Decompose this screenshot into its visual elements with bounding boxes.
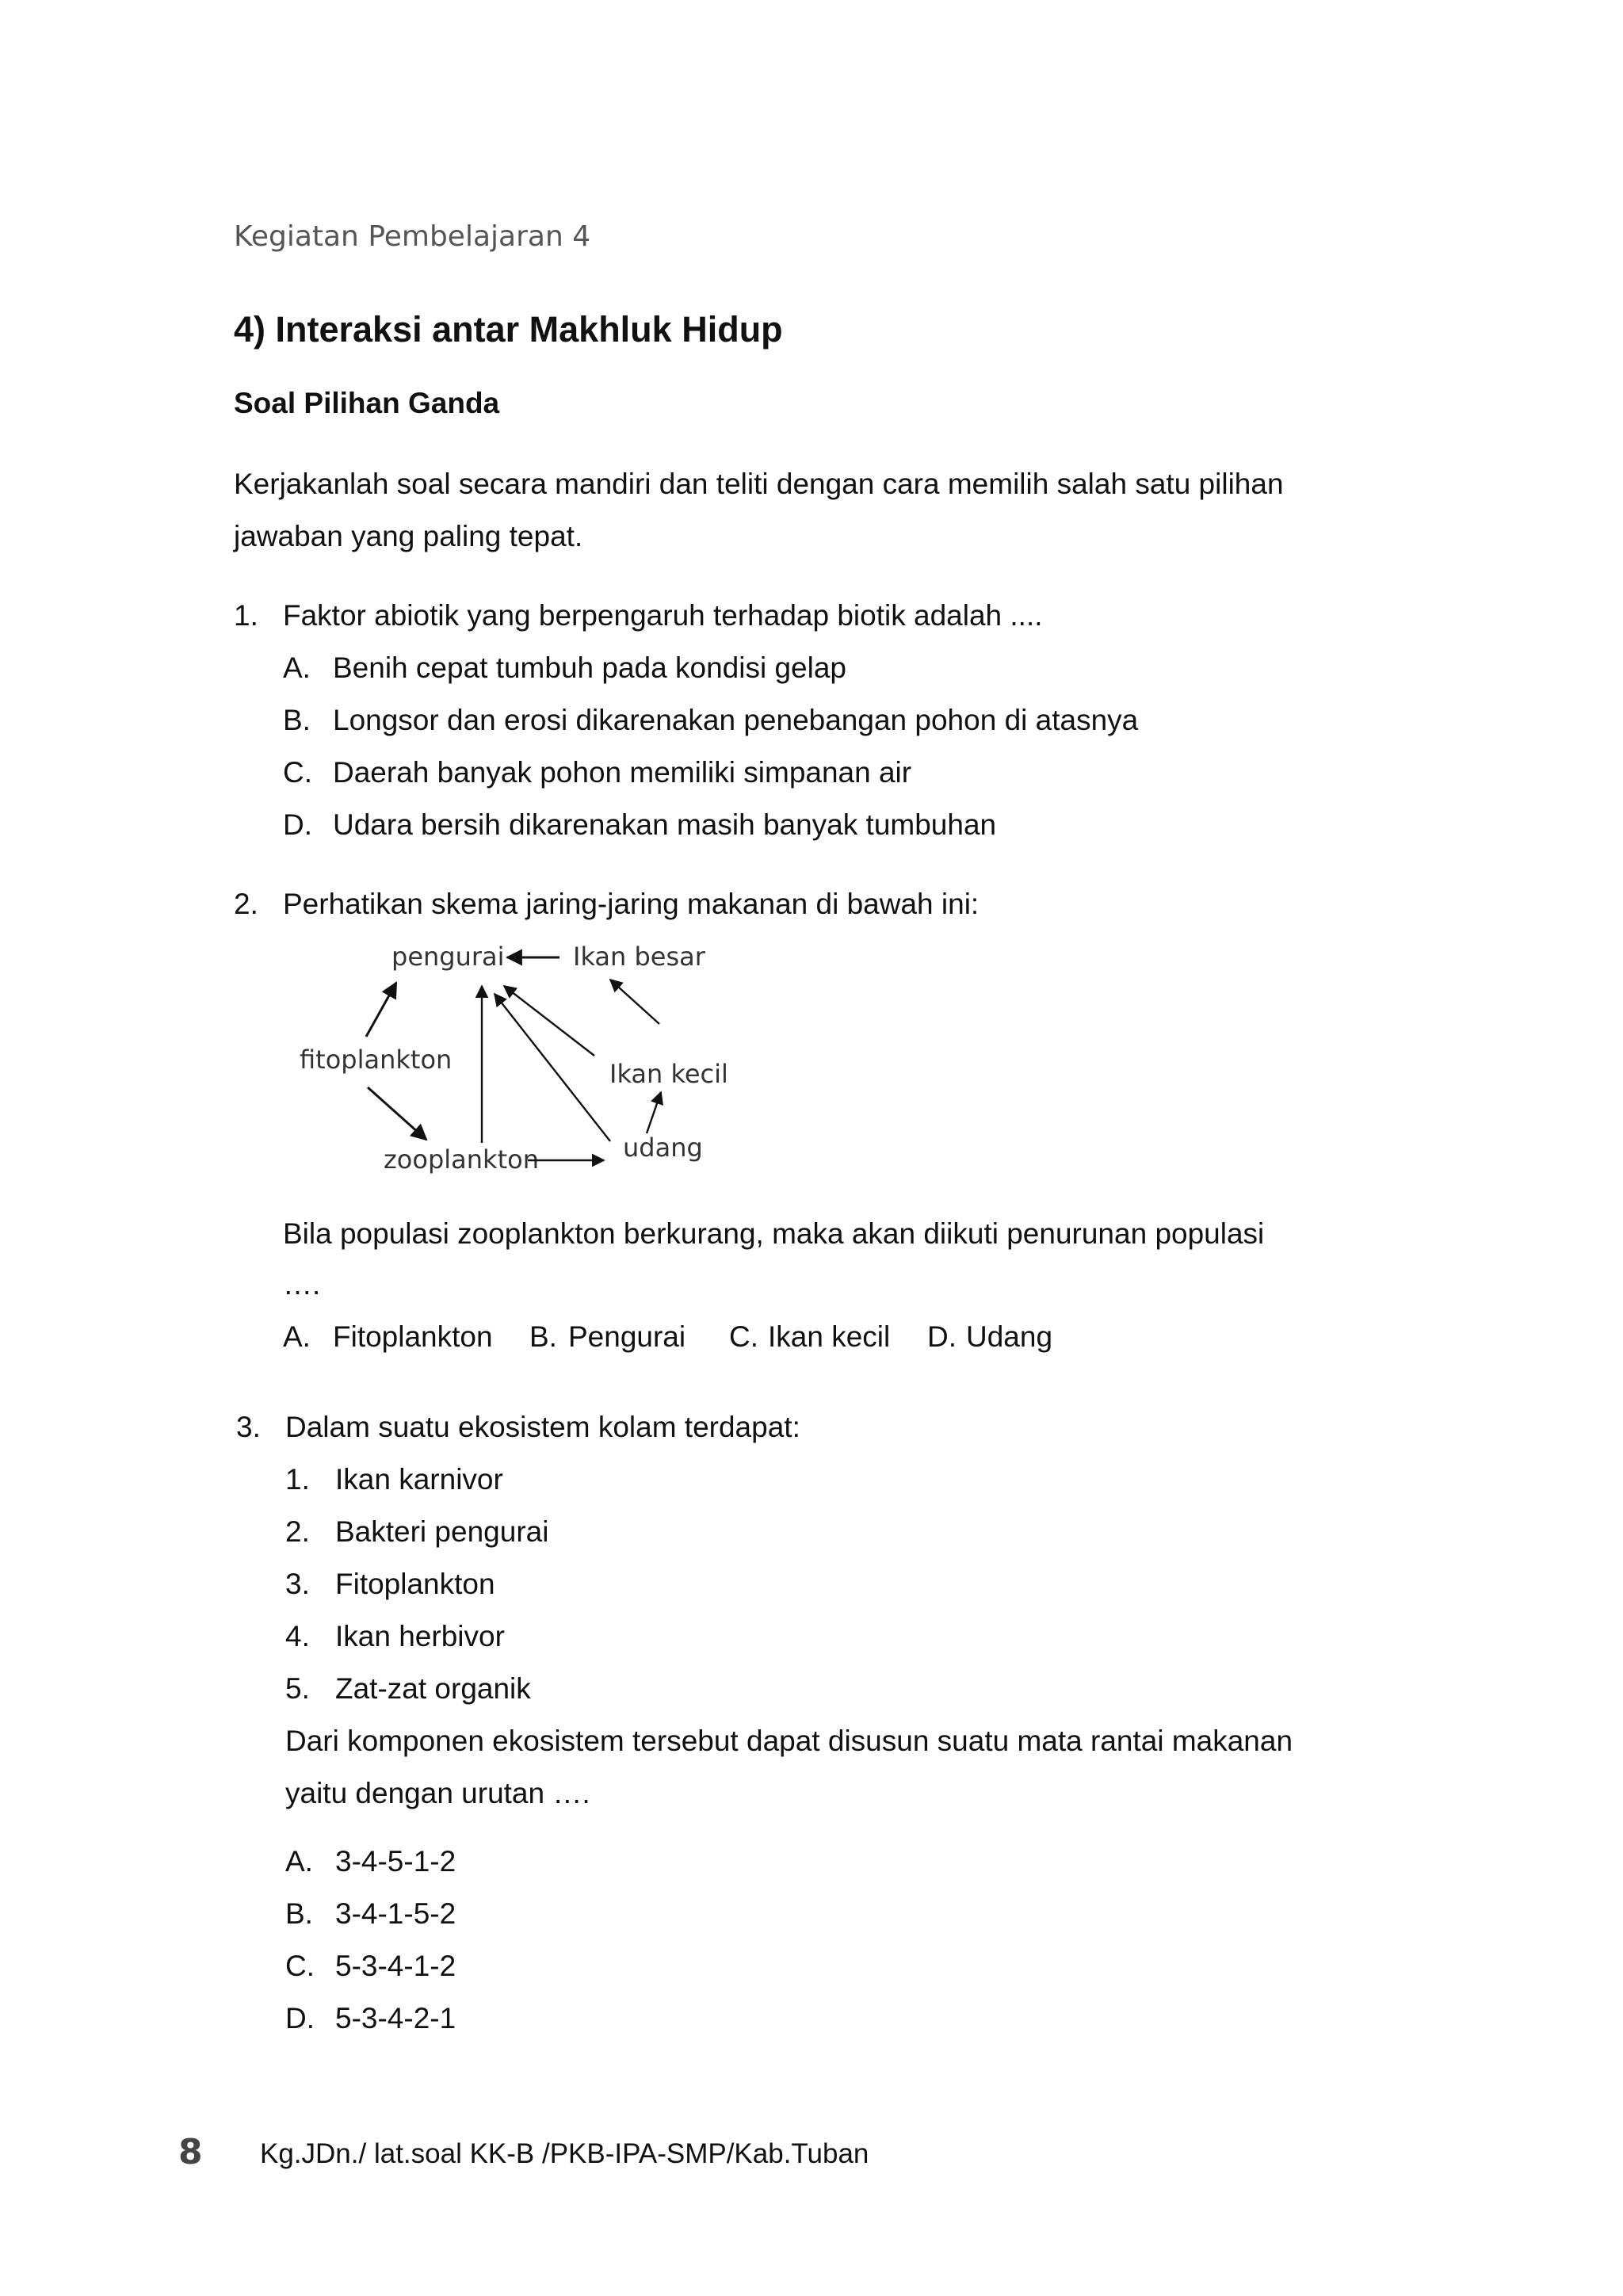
instruction-line-2: jawaban yang paling tepat. bbox=[234, 520, 583, 552]
option-letter: D. bbox=[283, 808, 312, 841]
arrow-fitoplankton-to-pengurai bbox=[366, 983, 396, 1037]
node-fitoplankton: fitoplankton bbox=[300, 1045, 453, 1075]
section-title: 4) Interaksi antar Makhluk Hidup bbox=[234, 309, 783, 350]
arrow-ikan-kecil-to-pengurai bbox=[504, 986, 594, 1056]
question-number: 3. bbox=[236, 1411, 261, 1443]
option-letter: B. bbox=[285, 1897, 313, 1930]
question-followup-line-2: …. bbox=[283, 1268, 321, 1301]
node-ikan-besar: Ikan besar bbox=[573, 942, 705, 972]
arrow-ikan-kecil-to-ikan-besar bbox=[610, 980, 659, 1024]
section-subtitle: Soal Pilihan Ganda bbox=[234, 387, 500, 419]
option-letter: A. bbox=[285, 1845, 313, 1878]
question-text: Dalam suatu ekosistem kolam terdapat: bbox=[285, 1411, 800, 1443]
item-number: 3. bbox=[285, 1568, 310, 1600]
option-letter: B. bbox=[529, 1320, 557, 1353]
node-ikan-kecil: Ikan kecil bbox=[609, 1059, 728, 1089]
question-followup-line-1: Bila populasi zooplankton berkurang, maka akan diikuti penurunan populasi bbox=[283, 1217, 1265, 1250]
option-letter: A. bbox=[283, 651, 311, 684]
item-number: 1. bbox=[285, 1463, 310, 1496]
question-followup-line-1: Dari komponen ekosistem tersebut dapat disusun suatu mata rantai makanan bbox=[285, 1725, 1293, 1757]
item-text: Zat-zat organik bbox=[335, 1672, 531, 1705]
node-udang: udang bbox=[623, 1133, 703, 1163]
instruction-line-1: Kerjakanlah soal secara mandiri dan teliti dengan cara memilih salah satu pilihan bbox=[234, 468, 1284, 500]
node-pengurai: pengurai bbox=[391, 942, 505, 972]
question-number: 2. bbox=[234, 888, 258, 920]
option-text: 3-4-5-1-2 bbox=[335, 1845, 456, 1878]
food-web-diagram bbox=[285, 929, 745, 1190]
item-text: Fitoplankton bbox=[335, 1568, 495, 1600]
item-text: Ikan herbivor bbox=[335, 1620, 505, 1652]
item-number: 2. bbox=[285, 1515, 310, 1548]
option-text: Fitoplankton bbox=[333, 1320, 493, 1353]
option-text: Udara bersih dikarenakan masih banyak tumbuhan bbox=[333, 808, 997, 841]
running-header: Kegiatan Pembelajaran 4 bbox=[234, 220, 591, 253]
option-letter: D. bbox=[285, 2002, 315, 2034]
option-text: Benih cepat tumbuh pada kondisi gelap bbox=[333, 651, 846, 684]
item-number: 4. bbox=[285, 1620, 310, 1652]
option-letter: A. bbox=[283, 1320, 311, 1353]
node-zooplankton: zooplankton bbox=[384, 1144, 539, 1175]
item-number: 5. bbox=[285, 1672, 310, 1705]
item-text: Bakteri pengurai bbox=[335, 1515, 549, 1548]
question-number: 1. bbox=[234, 599, 258, 632]
option-text: Udang bbox=[966, 1320, 1053, 1353]
option-letter: C. bbox=[283, 756, 312, 789]
question-text: Perhatikan skema jaring-jaring makanan di bawah ini: bbox=[283, 888, 980, 920]
option-letter: C. bbox=[285, 1950, 315, 1982]
item-text: Ikan karnivor bbox=[335, 1463, 503, 1496]
option-text: Daerah banyak pohon memiliki simpanan air bbox=[333, 756, 912, 789]
option-letter: D. bbox=[927, 1320, 957, 1353]
option-text: Pengurai bbox=[568, 1320, 686, 1353]
option-text: Longsor dan erosi dikarenakan penebangan pohon di atasnya bbox=[333, 704, 1139, 736]
footer-text: Kg.JDn./ lat.soal KK-B /PKB-IPA-SMP/Kab.Tuban bbox=[260, 2138, 869, 2169]
arrow-udang-to-pengurai bbox=[495, 994, 610, 1141]
option-text: 5-3-4-1-2 bbox=[335, 1950, 456, 1982]
arrow-udang-to-ikan-kecil bbox=[647, 1092, 661, 1133]
option-text: 5-3-4-2-1 bbox=[335, 2002, 456, 2034]
page-number: 8 bbox=[178, 2132, 203, 2172]
arrow-fitoplankton-to-zooplankton bbox=[368, 1087, 426, 1140]
question-text: Faktor abiotik yang berpengaruh terhadap biotik adalah .... bbox=[283, 599, 1043, 632]
option-letter: B. bbox=[283, 704, 311, 736]
option-text: Ikan kecil bbox=[768, 1320, 891, 1353]
question-followup-line-2: yaitu dengan urutan …. bbox=[285, 1777, 590, 1809]
option-text: 3-4-1-5-2 bbox=[335, 1897, 456, 1930]
option-letter: C. bbox=[729, 1320, 758, 1353]
